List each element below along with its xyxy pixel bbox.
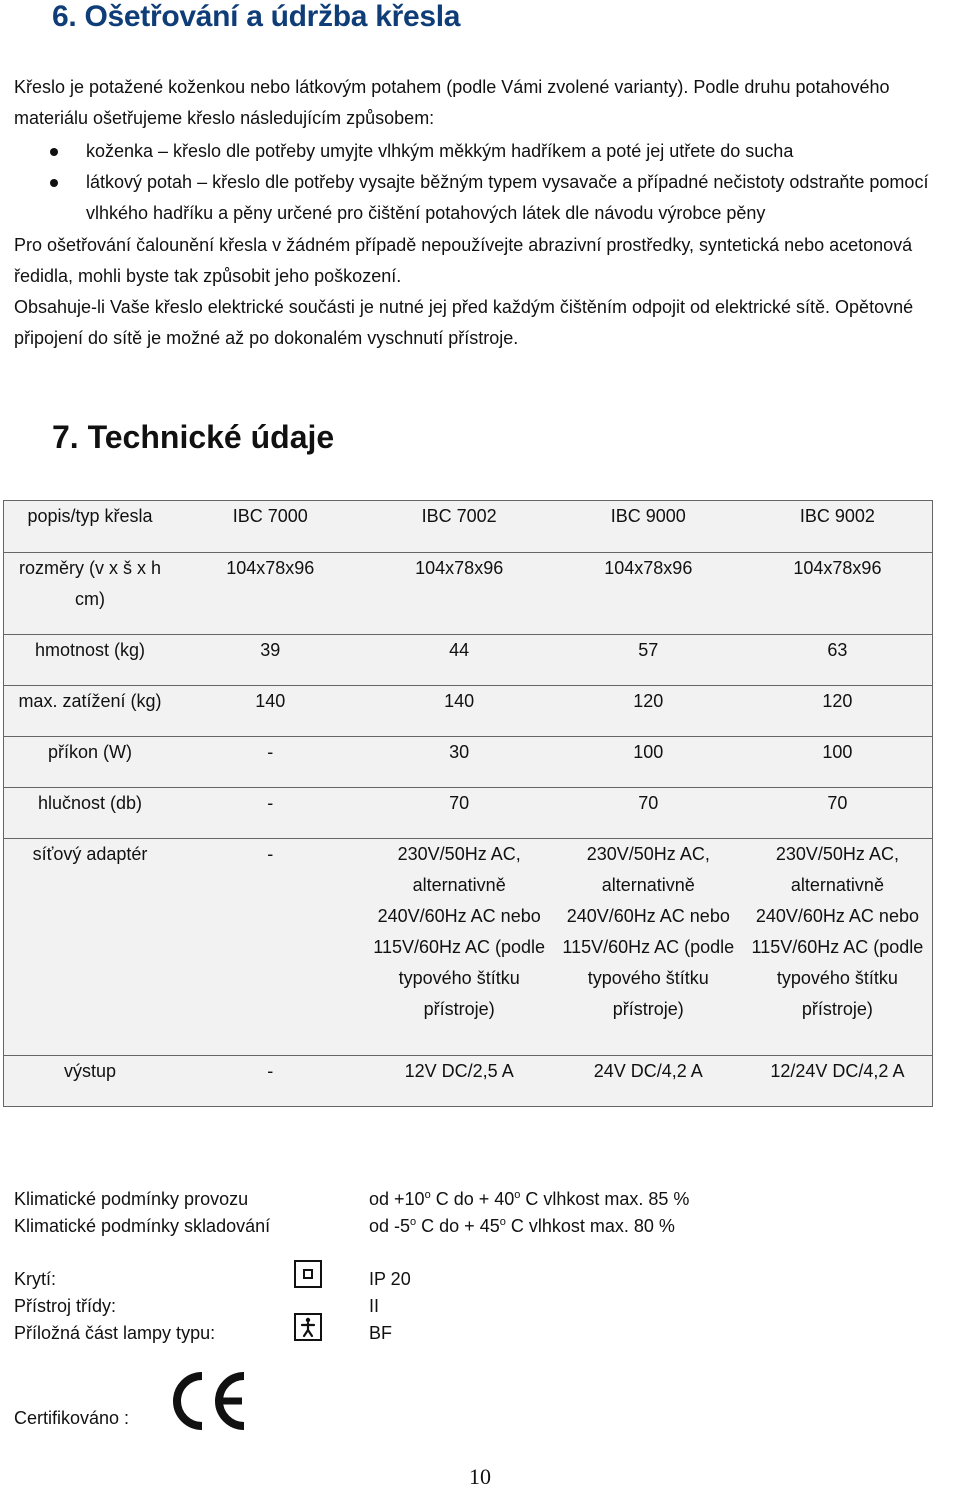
table-cell: IBC 9002 <box>743 501 933 553</box>
row-label: příkon (W) <box>4 737 176 788</box>
protection-label: Krytí: <box>14 1269 57 1289</box>
table-cell: 44 <box>365 635 554 686</box>
climate-storage-value: od -5$^o$ C do + $45^o$ C vlhkost max. 80 % <box>369 1216 675 1236</box>
table-cell: 230V/50Hz AC, alternativně 240V/60Hz AC nebo 115V/60Hz AC (podle typového štítku přístroje) <box>554 839 743 1056</box>
device-class-label: Přístroj třídy: <box>14 1296 117 1316</box>
care-item-text: koženka – křeslo dle potřeby umyjte vlhkým měkkým hadříkem a poté jej utřete do sucha <box>86 141 794 161</box>
table-cell: - <box>176 839 365 1056</box>
row-label: hlučnost (db) <box>4 788 176 839</box>
table-row <box>4 737 933 788</box>
table-cell: 104x78x96 <box>176 553 365 635</box>
table-cell: 104x78x96 <box>365 553 554 635</box>
care-item-text: látkový potah – křeslo dle potřeby vysajte běžným typem vysavače a případné nečistoty odstraňte pomocí vlhkého hadříku a pěny určené pro čištění potahových látek dle návodu výrobce pěny <box>86 172 929 223</box>
table-cell: 100 <box>743 737 933 788</box>
table-cell: - <box>176 737 365 788</box>
applied-part-row <box>14 1320 411 1347</box>
table-cell: 70 <box>554 788 743 839</box>
protection-row <box>14 1266 411 1293</box>
section-7-title: 7. Technické údaje <box>52 419 335 455</box>
warning-abrasives: Pro ošetřování čalounění křesla v žádném případě nepoužívejte abrazivní prostředky, syntetická nebo acetonová ředidla, mohli byste tak způsobit jeho poškození. <box>14 235 913 286</box>
table-row <box>4 1056 933 1107</box>
bullet-icon <box>50 179 58 187</box>
certification-label: Certifikováno : <box>14 1408 130 1428</box>
climate-operation <box>14 1186 689 1213</box>
warning-electric: Obsahuje-li Vaše křeslo elektrické součásti je nutné jej před každým čištěním odpojit od elektrické sítě. Opětovné připojení do sítě je možné až po dokonalém vyschnutí přístroje. <box>14 297 914 348</box>
table-row <box>4 635 933 686</box>
climate-operation-label: Klimatické podmínky provozu <box>14 1189 249 1209</box>
care-list <box>50 136 955 229</box>
table-cell: 230V/50Hz AC, alternativně 240V/60Hz AC nebo 115V/60Hz AC (podle typového štítku přístroje) <box>365 839 554 1056</box>
warnings <box>14 230 949 354</box>
device-class-value: II <box>369 1296 380 1316</box>
table-cell: 70 <box>743 788 933 839</box>
row-label: hmotnost (kg) <box>4 635 176 686</box>
table-cell: 39 <box>176 635 365 686</box>
row-label: síťový adaptér <box>4 839 176 1056</box>
table-cell: 57 <box>554 635 743 686</box>
applied-part-label: Příložná část lampy typu: <box>14 1323 216 1343</box>
ce-mark-icon <box>168 1370 248 1432</box>
table-row <box>4 501 933 553</box>
row-label: výstup <box>63 1061 116 1081</box>
table-row <box>4 788 933 839</box>
climate-conditions <box>14 1186 689 1240</box>
table-row <box>4 686 933 737</box>
table-row <box>4 839 933 1056</box>
table-cell: IBC 9000 <box>554 501 743 553</box>
row-label: max. zatížení (kg) <box>4 686 176 737</box>
table-cell: - <box>176 788 365 839</box>
table-cell: - <box>267 1061 274 1081</box>
care-item-leatherette <box>50 136 955 167</box>
table-cell: 12/24V DC/4,2 A <box>770 1061 905 1081</box>
row-label: rozměry (v x š x h cm) <box>4 553 176 635</box>
table-cell: 12V DC/2,5 A <box>404 1061 514 1081</box>
table-cell: IBC 7002 <box>365 501 554 553</box>
climate-operation-value: od $+10^o$ C do + $40^o$ C vlhkost max. 85 % <box>369 1189 690 1209</box>
table-cell: 30 <box>365 737 554 788</box>
table-cell: 120 <box>743 686 933 737</box>
table-cell: 230V/50Hz AC, alternativně 240V/60Hz AC nebo 115V/60Hz AC (podle typového štítku přístroje) <box>743 839 933 1056</box>
classification <box>14 1266 411 1347</box>
section-6-title: 6. Ošetřování a údržba křesla <box>52 0 461 33</box>
table-cell: 140 <box>365 686 554 737</box>
table-cell: 140 <box>176 686 365 737</box>
table-cell: 70 <box>365 788 554 839</box>
table-cell: 120 <box>554 686 743 737</box>
care-item-fabric <box>50 167 955 229</box>
technical-data-table <box>3 500 933 1107</box>
table-cell: IBC 7000 <box>176 501 365 553</box>
applied-part-value: BF <box>369 1323 393 1343</box>
table-cell: 24V DC/4,2 A <box>593 1061 703 1081</box>
page-number: 10 <box>469 1464 491 1489</box>
table-cell: 104x78x96 <box>554 553 743 635</box>
table-cell: 100 <box>554 737 743 788</box>
climate-storage-label: Klimatické podmínky skladování <box>14 1216 271 1236</box>
protection-value: IP 20 <box>369 1269 411 1289</box>
table-cell: 63 <box>743 635 933 686</box>
row-label: popis/typ křesla <box>4 501 176 553</box>
device-class-row <box>14 1293 411 1320</box>
bullet-icon <box>50 148 58 156</box>
table-cell: 104x78x96 <box>743 553 933 635</box>
table-row <box>4 553 933 635</box>
climate-storage <box>14 1213 689 1240</box>
intro-paragraph: Křeslo je potažené koženkou nebo látkovým potahem (podle Vámi zvolené varianty). Podle druhu potahového materiálu ošetřujeme křeslo následujícím způsobem: <box>14 77 890 128</box>
